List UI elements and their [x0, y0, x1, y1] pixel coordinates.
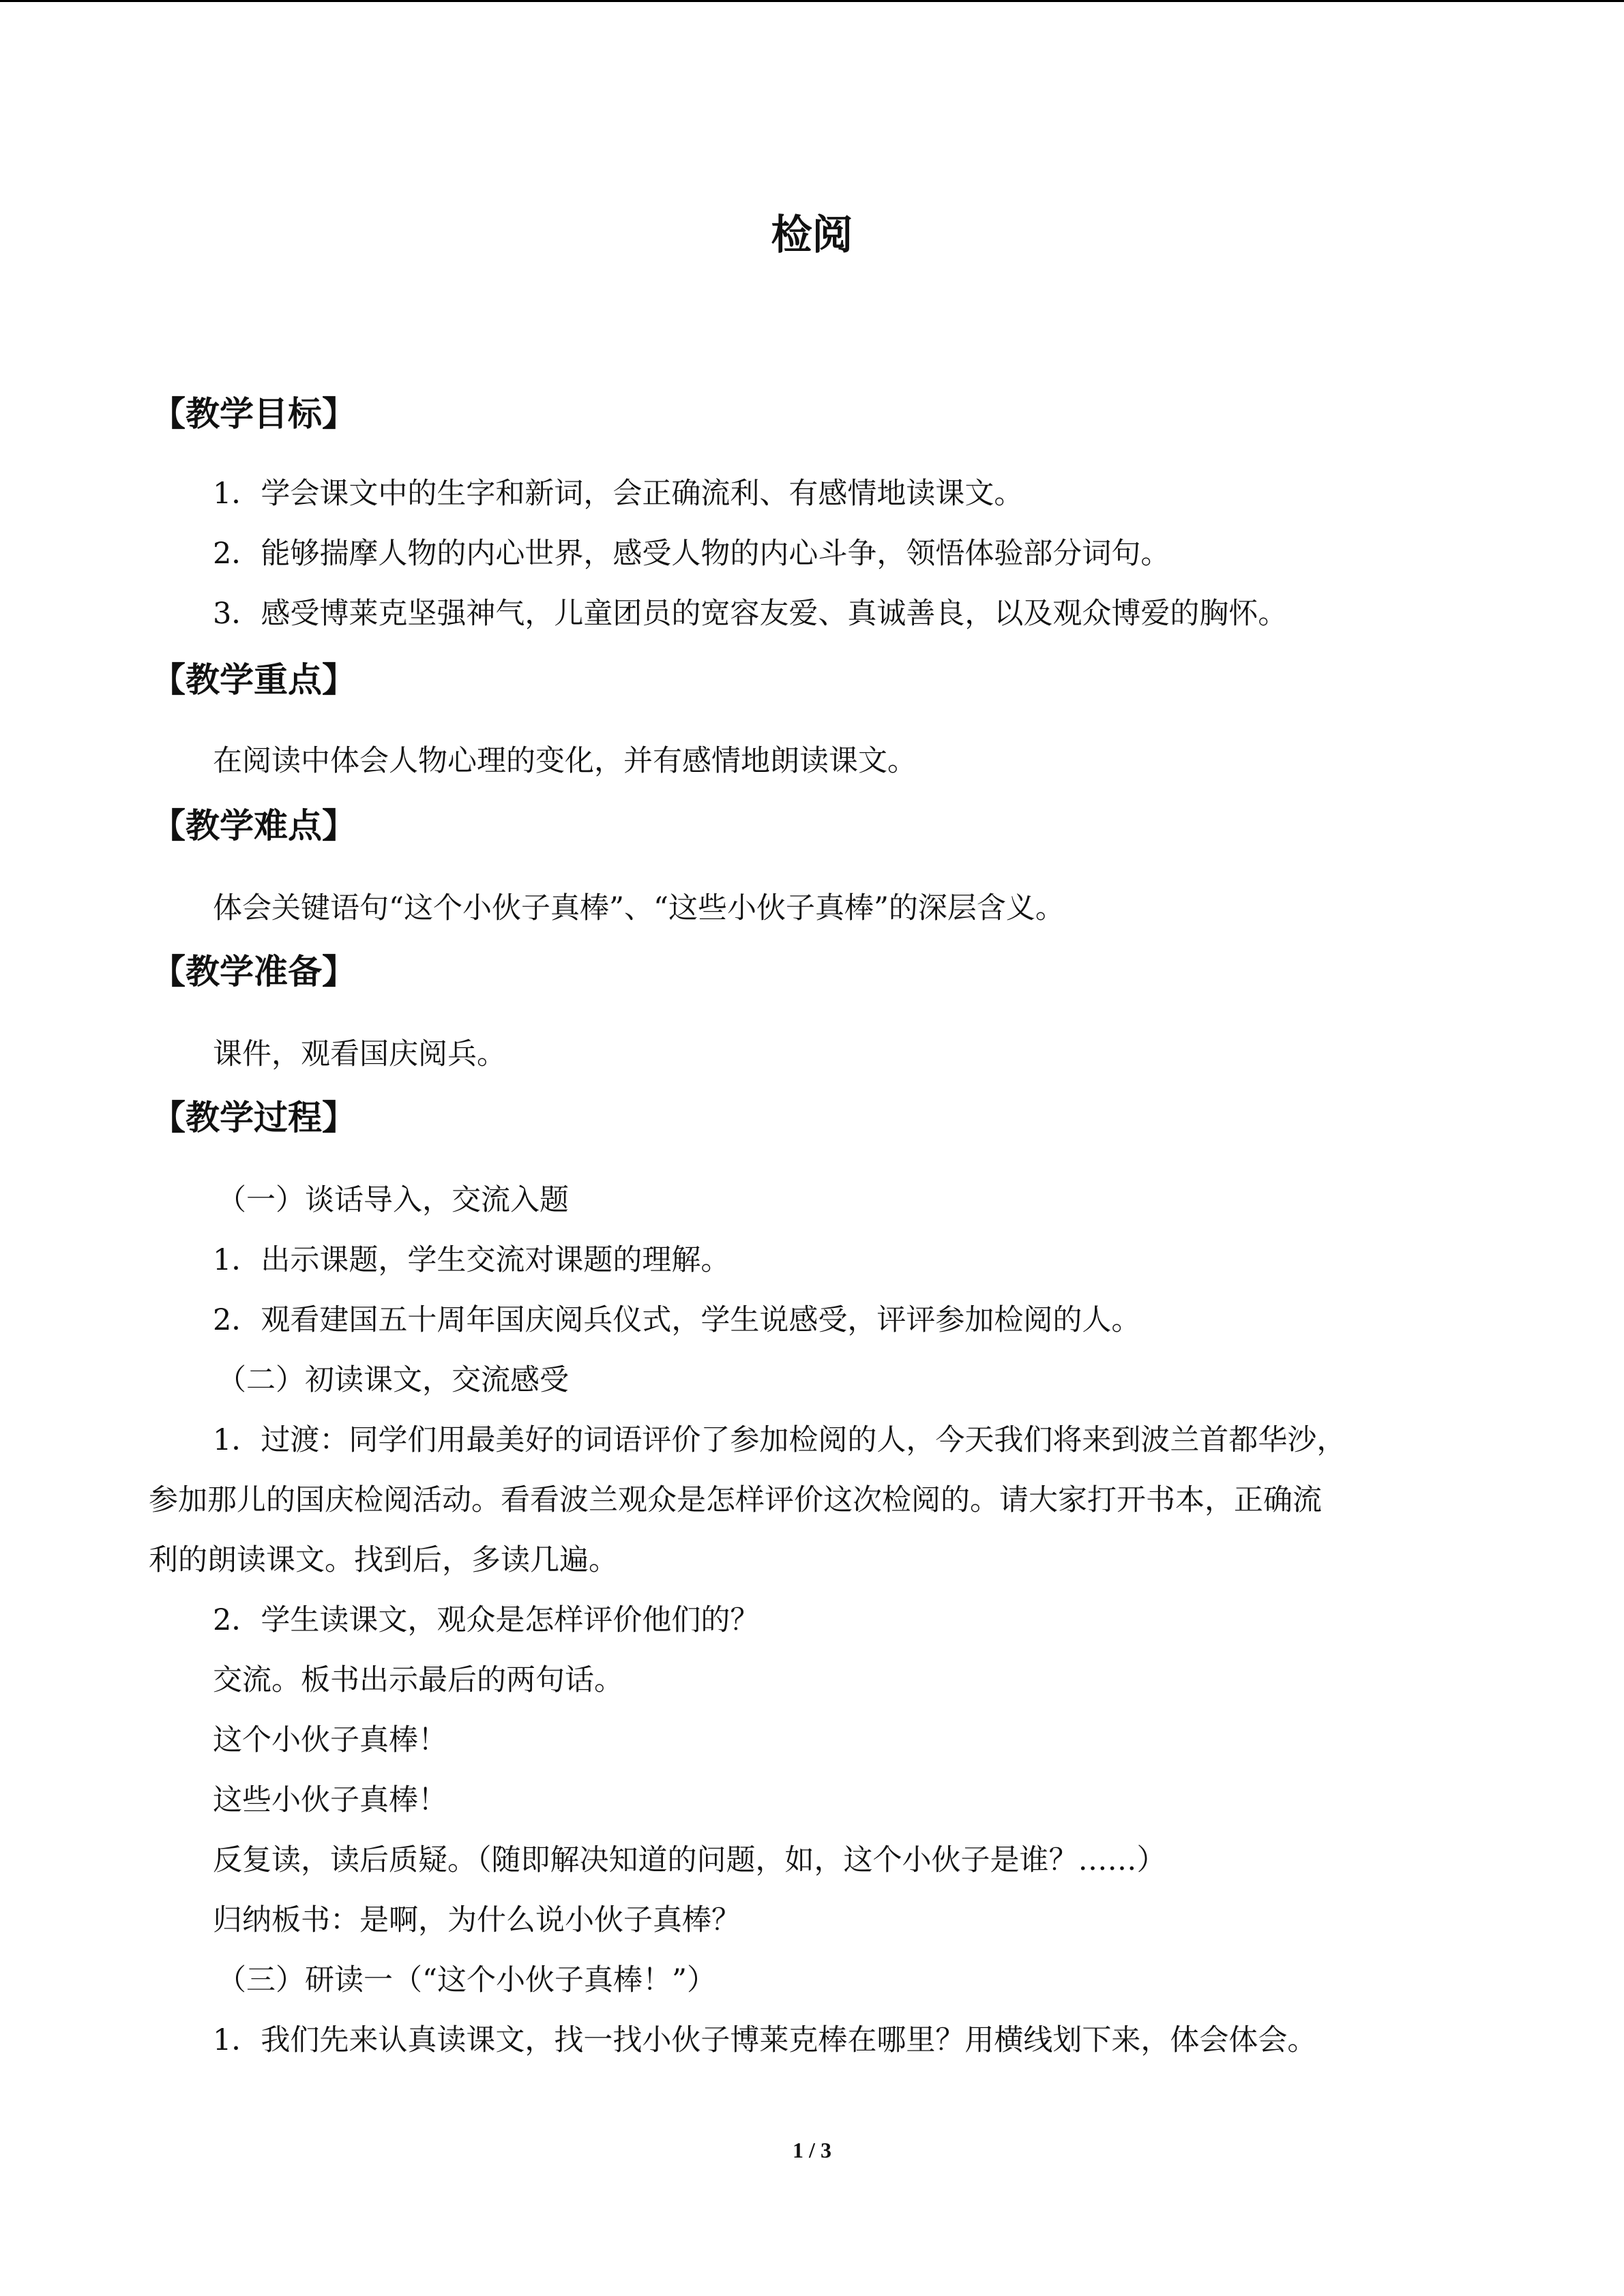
key-points-text: 在阅读中体会人物心理的变化，并有感情地朗读课文。 [213, 744, 917, 778]
heading-difficulties: 【教学难点】 [151, 806, 356, 846]
process-line: 利的朗读课文。找到后，多读几遍。 [149, 1543, 618, 1577]
process-line: 这个小伙子真棒！ [213, 1723, 447, 1757]
process-line: 参加那儿的国庆检阅活动。看看波兰观众是怎样评价这次检阅的。请大家打开书本，正确流 [149, 1483, 1322, 1517]
heading-key-points: 【教学重点】 [151, 660, 356, 700]
process-line: 这些小伙子真棒！ [213, 1783, 447, 1817]
difficulties-text: 体会关键语句“这个小伙子真棒”、“这些小伙子真棒”的深层含义。 [213, 891, 1065, 925]
goal-item-2: 2．能够揣摩人物的内心世界，感受人物的内心斗争，领悟体验部分词句。 [213, 537, 1170, 571]
goal-item-3: 3．感受博莱克坚强神气，儿童团员的宽容友爱、真诚善良，以及观众博爱的胸怀。 [213, 597, 1288, 631]
goal-item-1: 1．学会课文中的生字和新词，会正确流利、有感情地读课文。 [213, 477, 1024, 511]
process-line: 归纳板书：是啊，为什么说小伙子真棒？ [213, 1903, 741, 1937]
process-line: （三）研读一（“这个小伙子真棒！”） [217, 1963, 716, 1997]
process-line: （二）初读课文，交流感受 [217, 1363, 569, 1397]
preparation-text: 课件，观看国庆阅兵。 [213, 1037, 506, 1071]
page-number: 1 / 3 [793, 2138, 831, 2162]
heading-preparation: 【教学准备】 [151, 952, 356, 992]
process-line: （一）谈话导入，交流入题 [217, 1183, 569, 1217]
process-line: 1．过渡：同学们用最美好的词语评价了参加检阅的人，今天我们将来到波兰首都华沙， [213, 1423, 1346, 1457]
heading-process: 【教学过程】 [151, 1098, 356, 1137]
process-line: 1．出示课题，学生交流对课题的理解。 [213, 1243, 730, 1277]
process-line: 1．我们先来认真读课文，找一找小伙子博莱克棒在哪里？用横线划下来，体会体会。 [213, 2023, 1317, 2057]
process-line: 反复读，读后质疑。（随即解决知道的问题，如，这个小伙子是谁？……） [213, 1843, 1166, 1877]
heading-teaching-goals: 【教学目标】 [151, 394, 356, 434]
page-title: 检阅 [771, 211, 853, 259]
page-top-border [0, 0, 1624, 2]
process-line: 2．观看建国五十周年国庆阅兵仪式，学生说感受，评评参加检阅的人。 [213, 1303, 1141, 1337]
process-line: 交流。板书出示最后的两句话。 [213, 1663, 623, 1697]
process-line: 2．学生读课文，观众是怎样评价他们的？ [213, 1603, 760, 1637]
